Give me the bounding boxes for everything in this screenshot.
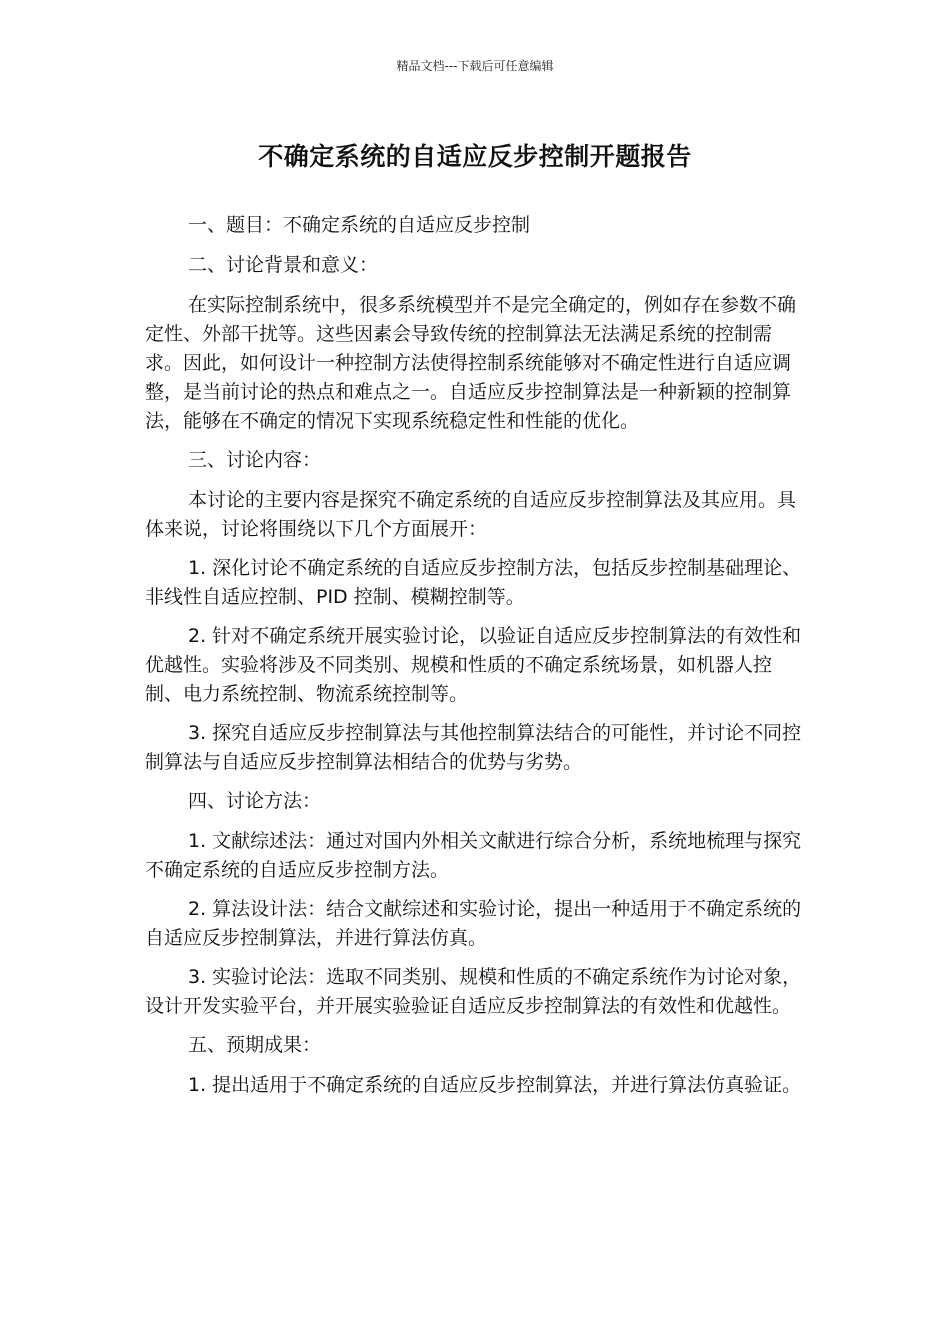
section-content-heading: 三、讨论内容：	[188, 449, 322, 471]
content-item-2: 2. 针对不确定系统开展实验讨论，以验证自适应反步控制算法的有效性和优越性。实验将涉及不同类别、规模和性质的不确定系统场景，如机器人控制、电力系统控制、物流系统控制等。	[145, 625, 802, 705]
results-item-1: 1. 提出适用于不确定系统的自适应反步控制算法，并进行算法仿真验证。	[188, 1074, 802, 1096]
method-item-3: 3. 实验讨论法：选取不同类别、规模和性质的不确定系统作为讨论对象，设计开发实验平台，并开展实验验证自适应反步控制算法的有效性和优越性。	[145, 966, 802, 1017]
section-method-heading: 四、讨论方法：	[188, 790, 322, 812]
page-header: 精品文档---下载后可任意编辑	[396, 59, 554, 73]
method-item-2: 2. 算法设计法：结合文献综述和实验讨论，提出一种适用于不确定系统的自适应反步控制算法，并进行算法仿真。	[145, 898, 802, 949]
document-title: 不确定系统的自适应反步控制开题报告	[258, 142, 692, 171]
document-body	[145, 211, 805, 1110]
section-results-heading: 五、预期成果：	[188, 1034, 322, 1056]
content-intro-paragraph: 本讨论的主要内容是探究不确定系统的自适应反步控制算法及其应用。具体来说，讨论将围绕以下几个方面展开：	[145, 489, 797, 540]
content-item-3: 3. 探究自适应反步控制算法与其他控制算法结合的可能性，并讨论不同控制算法与自适应反步控制算法相结合的优势与劣势。	[145, 722, 802, 773]
section-topic: 一、题目：不确定系统的自适应反步控制	[188, 214, 531, 236]
content-item-1: 1. 深化讨论不确定系统的自适应反步控制方法，包括反步控制基础理论、非线性自适应控制、PID 控制、模糊控制等。	[145, 557, 802, 608]
background-paragraph: 在实际控制系统中，很多系统模型并不是完全确定的，例如存在参数不确定性、外部干扰等。这些因素会导致传统的控制算法无法满足系统的控制需求。因此，如何设计一种控制方法使得控制系统能够对不确定性进行自适应调整，是当前讨论的热点和难点之一。自适应反步控制算法是一种新颖的控制算法，能够在不确定的情况下实现系统稳定性和性能的优化。	[145, 294, 797, 432]
method-item-1: 1. 文献综述法：通过对国内外相关文献进行综合分析，系统地梳理与探究不确定系统的自适应反步控制方法。	[145, 830, 802, 881]
section-background-heading: 二、讨论背景和意义：	[188, 254, 379, 276]
